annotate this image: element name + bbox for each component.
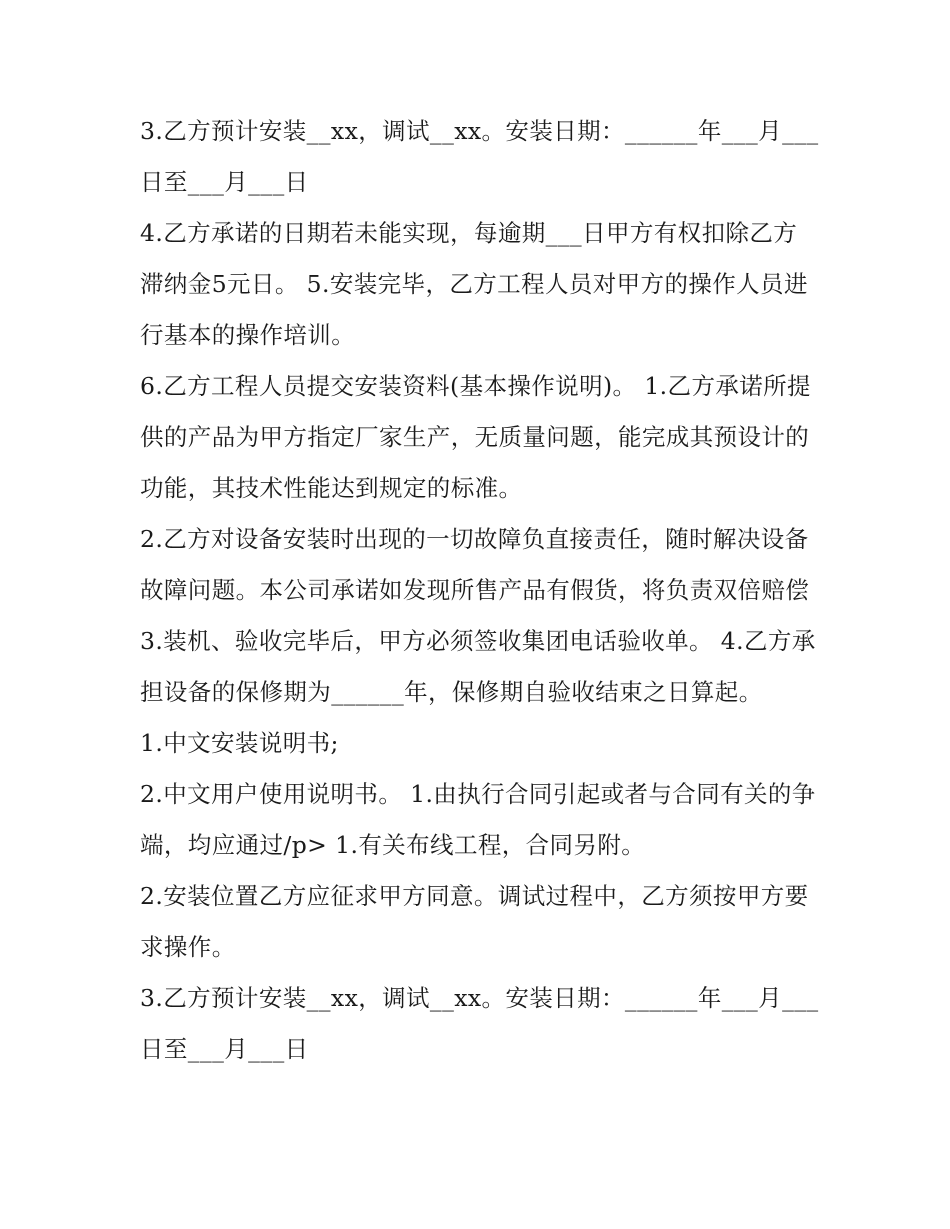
paragraph-install-location: 2.安装位置乙方应征求甲方同意。调试过程中，乙方须按甲方要求操作。 [140, 882, 809, 961]
paragraph-installation-schedule: 3.乙方预计安装__xx，调试__xx。安装日期：______年___月___日至___月___日 [140, 117, 819, 196]
document-body [140, 106, 820, 1075]
paragraph-acceptance-warranty: 3.装机、验收完毕后，甲方必须签收集团电话验收单。 4.乙方承担设备的保修期为______年，保修期自验收结束之日算起。 [140, 627, 816, 706]
paragraph-installation-schedule-repeat: 3.乙方预计安装__xx，调试__xx。安装日期：______年___月___日至___月___日 [140, 984, 819, 1063]
paragraph-user-manual-disputes: 2.中文用户使用说明书。 1.由执行合同引起或者与合同有关的争端，均应通过/p> 1.有关布线工程，合同另附。 [140, 780, 816, 859]
paragraph-delay-penalty: 4.乙方承诺的日期若未能实现，每逾期___日甲方有权扣除乙方滞纳金5元日。 5.安装完毕，乙方工程人员对甲方的操作人员进行基本的操作培训。 [140, 219, 808, 349]
paragraph-fault-responsibility: 2.乙方对设备安装时出现的一切故障负直接责任，随时解决设备故障问题。本公司承诺如发现所售产品有假货，将负责双倍赔偿 [140, 525, 810, 604]
paragraph-install-manual: 1.中文安装说明书; [140, 729, 339, 757]
paragraph-installation-documents: 6.乙方工程人员提交安装资料(基本操作说明)。 1.乙方承诺所提供的产品为甲方指定厂家生产，无质量问题，能完成其预设计的功能，其技术性能达到规定的标准。 [140, 372, 811, 502]
